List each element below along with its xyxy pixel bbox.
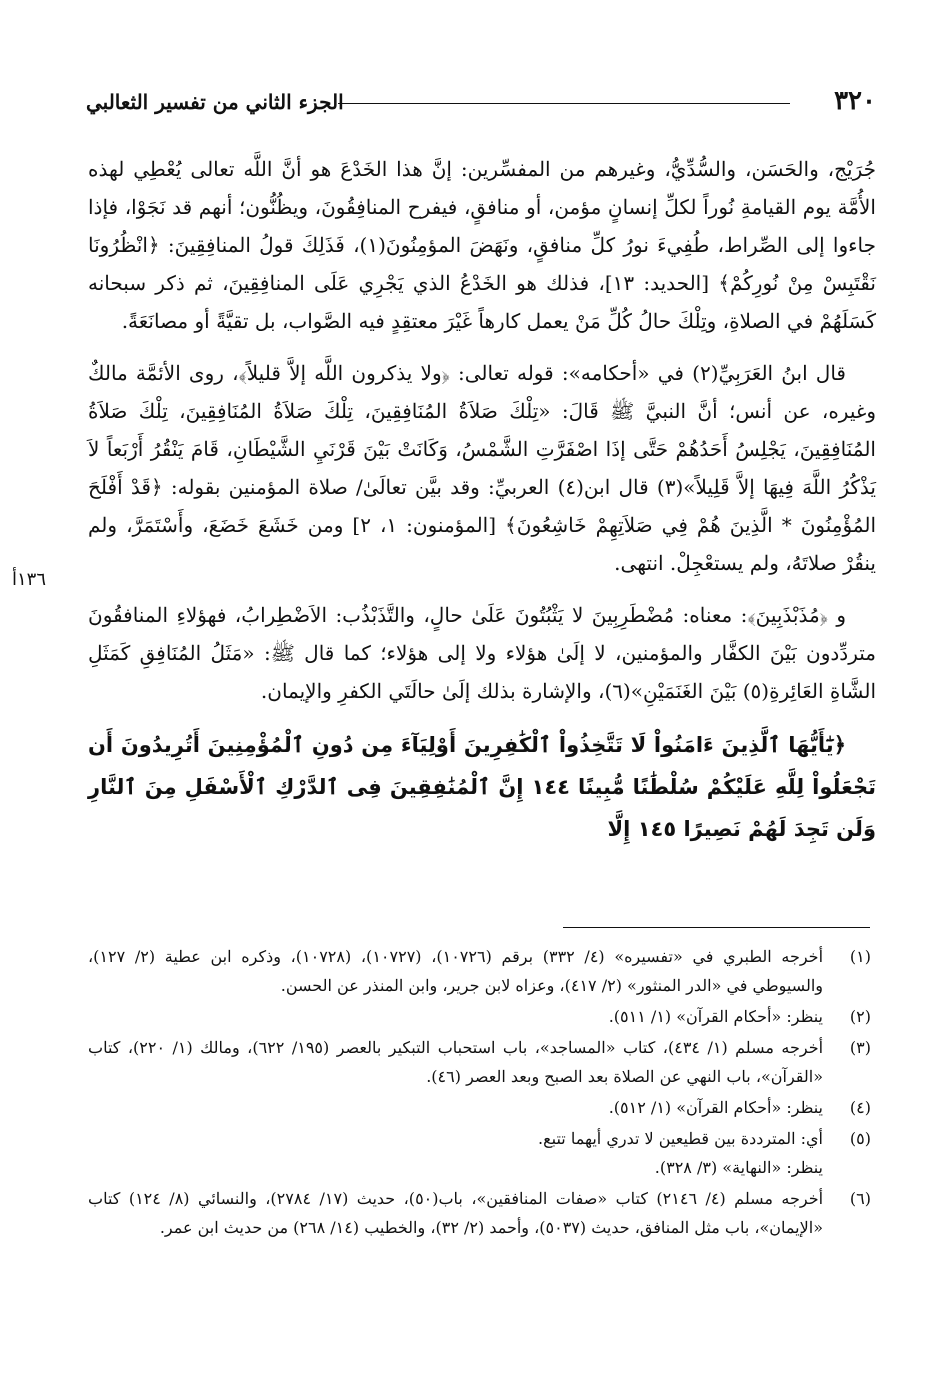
footnote-number: (٦): [849, 1189, 871, 1208]
footnote-text: أخرجه مسلم (٤/ ٢١٤٦) كتاب «صفات المنافقين»، باب(٥٠)، حديث (١٧/ ٢٧٨٤)، والنسائي (٨/ ١٢٤) كتاب «الإيمان»، باب مثل المنافق، حديث (٥٠٣٧)، وأحمد (٢/ ٣٢)، والخطيب (١٤/ ٢٦٨) من حديث ابن عمر.: [88, 1189, 824, 1237]
footnote-text: أي: المترددة بين قطيعين لا تدري أيهما تتبع.: [538, 1129, 823, 1148]
footnote: [88, 1002, 871, 1031]
page-number: ٣٢٠: [834, 86, 876, 116]
footnote-reference: ينظر: «النهاية» (٣/ ٣٢٨).: [654, 1158, 823, 1177]
footnote-text: أخرجه الطبري في «تفسيره» (٤/ ٣٣٢) برقم (١٠٧٢٦)، (١٠٧٢٧)، (١٠٧٢٨)، وذكره ابن عطية (٢/ ١٢٧)، والسيوطي في «الدر المنثور» (٢/ ٤١٧)، وعزاه لابن جرير، وابن المنذر عن الحسن.: [88, 947, 824, 995]
header-rule: [338, 103, 790, 104]
footnote-text: ينظر: «أحكام القرآن» (١/ ٥١٢).: [608, 1098, 823, 1117]
quran-verse: ﴿يَٰٓأَيُّهَا ٱلَّذِينَ ءَامَنُواْ لَا تَتَّخِذُواْ ٱلْكَٰفِرِينَ أَوْلِيَآءَ مِن دُونِ ٱلْمُؤْمِنِينَ أَتُرِيدُونَ أَن تَجْعَلُواْ لِلَّهِ عَلَيْكُمْ سُلْطَٰنًا مُّبِينًا ١٤٤ إِنَّ ٱلْمُنَٰفِقِينَ فِى ٱلدَّرْكِ ٱلْأَسْفَلِ مِنَ ٱلنَّارِ وَلَن تَجِدَ لَهُمْ نَصِيرًا ١٤٥ إِلَّا: [88, 733, 876, 841]
footnote: [88, 1124, 871, 1182]
paragraph: و ﴿مُذَبْذَبِينَ﴾: معناه: مُضْطَرِبِينَ لا يَثْبُتُونَ عَلَىٰ حالٍ، والتَّذَبْذُب: الاَضْطِرابُ، فهؤلاءِ المنافقُونَ متردِّدون بَيْنَ الكفَّار والمؤمنين، لا إلَىٰ هؤلاء ولا إلى هؤلاء؛ كما قال ﷺ: «مَثَلُ المُنَافِقِ كَمَثَلِ الشَّاةِ العَائِرةِ(٥) بَيْنَ الغَنَمَيْنِ»(٦)، والإشارة بذلك إلَىٰ حالَتَي الكفرِ والإيمان.: [88, 603, 876, 703]
footnote-number: (٥): [849, 1129, 871, 1148]
paragraph: قال ابنُ العَرَبِيِّ(٢) في «أحكامه»: قوله تعالى: ﴿ولا يذكرون اللَّه إلاَّ قليلاً﴾، روى الأئمَّة مالكٌ وغيره، عن أنس؛ أنَّ النبيَّ ﷺ قَالَ: «تِلْكَ صَلاَةُ المُنَافِقِينَ، تِلْكَ صَلاَةُ المُنَافِقِينَ، تِلْكَ صَلاَةُ المُنَافِقِينَ، يَجْلِسُ أَحَدُهُمْ حَتَّى إذَا اصْفَرَّتِ الشَّمْسُ، وَكَانَتْ بَيْنَ قَرْنَيِ الشَّيْطَانِ، قَامَ يَنْقُرُ أَرْبَعاً لاَ يَذْكُرُ اللَّهَ فِيهَا إلاَّ قَلِيلاً»(٣) قال ابن(٤) العربيِّ: وقد بيَّن تعالَىٰ/ صلاة المؤمنين بقوله: ﴿قَدْ أَفْلَحَ المُؤْمِنُونَ * الَّذِينَ هُمْ فِي صَلاَتِهِمْ خَاشِعُونَ﴾ [المؤمنون: ١، ٢] ومن خَشَعَ خَضَعَ، وأَسْتَمَرَّ، ولم ينقُرْ صلاتَهُ، ولم يستعْجِلْ. انتهى.: [88, 361, 877, 575]
footnote: [88, 942, 871, 1000]
main-text: [88, 150, 876, 864]
running-title: الجزء الثاني من تفسير الثعالبي: [86, 90, 344, 114]
footnote-number: (٣): [849, 1038, 871, 1057]
footnote-number: (٤): [849, 1098, 871, 1117]
footnotes: [88, 942, 871, 1244]
footnote-number: (١): [849, 947, 871, 966]
footnote-separator: [563, 927, 870, 928]
footnote-number: (٢): [849, 1007, 871, 1026]
footnote-text: أخرجه مسلم (١/ ٤٣٤)، كتاب «المساجد»، باب استحباب التبكير بالعصر (١٩٥/ ٦٢٢)، ومالك (١/ ٢٢٠)، كتاب «القرآن»، باب النهي عن الصلاة بعد الصبح وبعد العصر (٤٦).: [88, 1038, 824, 1086]
page-header: [86, 86, 876, 124]
footnote-text: ينظر: «أحكام القرآن» (١/ ٥١١).: [608, 1007, 823, 1026]
margin-folio-note: ١٣٦أ: [12, 569, 47, 590]
footnote: [88, 1033, 871, 1091]
footnote: [88, 1093, 871, 1122]
footnote-text-block: [88, 1124, 823, 1182]
footnote: [88, 1184, 871, 1242]
paragraph: جُرَيْج، والحَسَن، والسُّدِّيُّ، وغيرهم من المفسِّرين: إنَّ هذا الخَدْعَ هو أنَّ اللَّه تعالى يُعْطِي لهذه الأُمَّة يوم القيامةِ نُوراً لكلِّ إنسانٍ مؤمن، أو منافقٍ، فيفرح المنافِقُونَ، ويظُنُّون؛ أنهم قد نَجَوْا، فإذا جاءوا إلى الصِّراط، طُفِيءَ نورُ كلِّ منافقٍ، ونَهَضَ المؤمِنُونَ(١)، فَذَلِكَ قولُ المنافِقِينَ: ﴿انْظُرُونَا نَقْتَبِسْ مِنْ نُورِكُمْ﴾ [الحديد: ١٣]، فذلك هو الخَدْعُ الذي يَجْرِي عَلَى المنافِقِينَ، ثم ذكر سبحانه كَسَلَهُمْ في الصلاةِ، وتِلْكَ حالُ كُلِّ مَنْ يعمل كارهاً غَيْرَ معتقِدٍ فيه الصَّواب، بل تقيَّةً أو مصانَعَةً.: [88, 157, 876, 333]
